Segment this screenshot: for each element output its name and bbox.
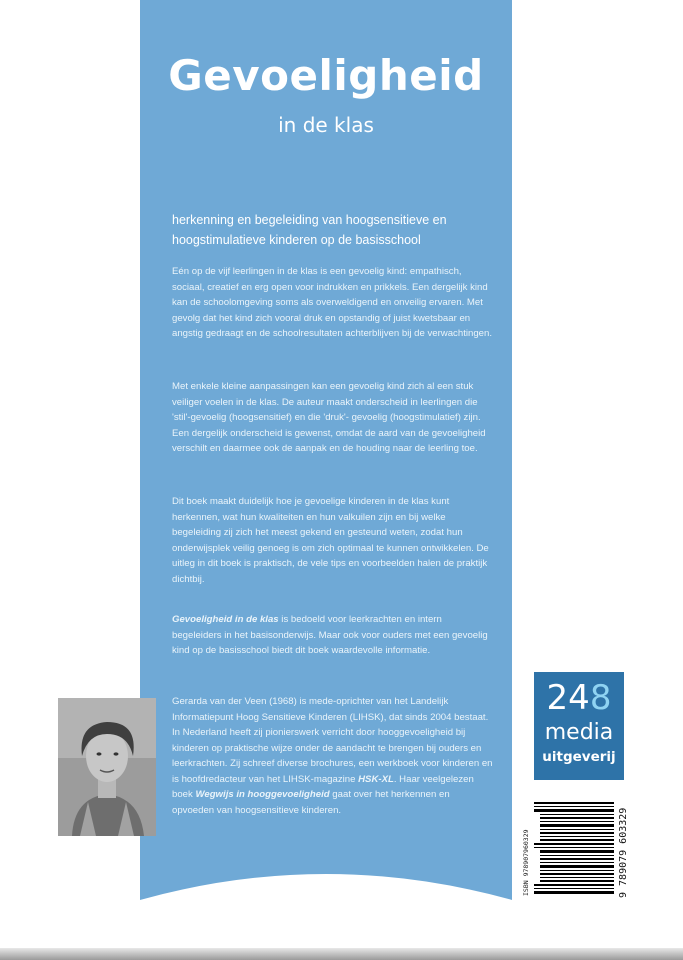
author-photo [58,698,156,836]
blurb-paragraph-3: Dit boek maakt duidelijk hoe je gevoelige kinderen in de klas kunt herkennen, wat hun kwaliteiten en hun valkuilen zijn en bij welke begeleiding zij zich het meest gekend en gesteund weten, zodat hun onderwijsplek veilig genoeg is om zich optimaal te kunnen ontwikkelen. De uitleg in dit boek is praktisch, de vele tips en voorbeelden halen de praktijk dichtbij. [172,496,489,585]
publisher-logo [534,672,624,780]
book-title-inline: Gevoeligheid in de klas [172,614,279,625]
isbn-digits: 9 789079 603329 [618,807,629,898]
bio-text-1: Gerarda van der Veen (1968) is mede-oprichter van het Landelijk Informatiepunt Hoog Sensitieve Kinderen (LIHSK), dat sinds 2004 bestaat. In Nederland heeft zij pionierswerk verricht door hooggevoeligheid bij kinderen op praktische wijze onder de aandacht te brengen bij ouders en leerkrachten. Zij schreef diverse brochures, een werkboek voor kinderen en is hoofdredacteur van het LIHSK-magazine [172,696,493,785]
logo-publisher: uitgeverij [542,749,616,765]
book-tagline: herkenning en begeleiding van hoogsensitieve en hoogstimulatieve kinderen op de basisschool [172,213,447,247]
blurb-paragraph-1: Eén op de vijf leerlingen in de klas is een gevoelig kind: empathisch, sociaal, creatief en erg open voor indrukken en prikkels. Een dergelijk kind kan de schoolomgeving soms als overweldigend en onveilig ervaren. Met gevolg dat het kind zich vooral druk en opstandig of juist kwetsbaar en angstig gedraagt en de schoolresultaten achterblijven bij de verwachtingen. [172,266,492,339]
blurb-paragraph-2: Met enkele kleine aanpassingen kan een gevoelig kind zich al een stuk veiliger voelen in de klas. De auteur maakt onderscheid in leerlingen die 'stil'-gevoelig (hoogsensitief) en die 'druk'- gevoelig (hoogstimulatief) zijn. Een dergelijk onderscheid is gewenst, omdat de aard van de gevoeligheid verschilt en daarmee ook de aanpak en de houding naar de leerling toe. [172,381,486,454]
book-subtitle: in de klas [278,113,374,137]
bio-text-2: . Haar veelgelezen boek [172,773,474,800]
other-book-title: Wegwijs in hooggevoeligheid [195,789,330,800]
bio-text-3: gaat over het herkennen en opvoeden van hoogsensitieve kinderen. [172,789,450,816]
logo-number [534,678,624,718]
author-bio [172,694,494,818]
logo-number-main: 24 [546,678,590,718]
blurb-paragraph-4 [172,612,494,659]
paragraph-4-text: is bedoeld voor leerkrachten en intern begeleiders in het basisonderwijs. Maar ook voor ouders met een gevoelig kind op de basisschool biedt dit boek waardevolle informatie. [172,614,488,656]
barcode [520,798,628,898]
page-bottom-edge [0,948,683,960]
logo-media: media [544,720,614,745]
magazine-name: HSK-XL [358,773,394,785]
barcode-icon [520,798,628,898]
book-title: Gevoeligheid [168,51,484,100]
logo-number-accent: 8 [589,678,612,718]
isbn-label: ISBN 978907960329 [522,829,530,896]
author-portrait-icon [58,698,156,836]
